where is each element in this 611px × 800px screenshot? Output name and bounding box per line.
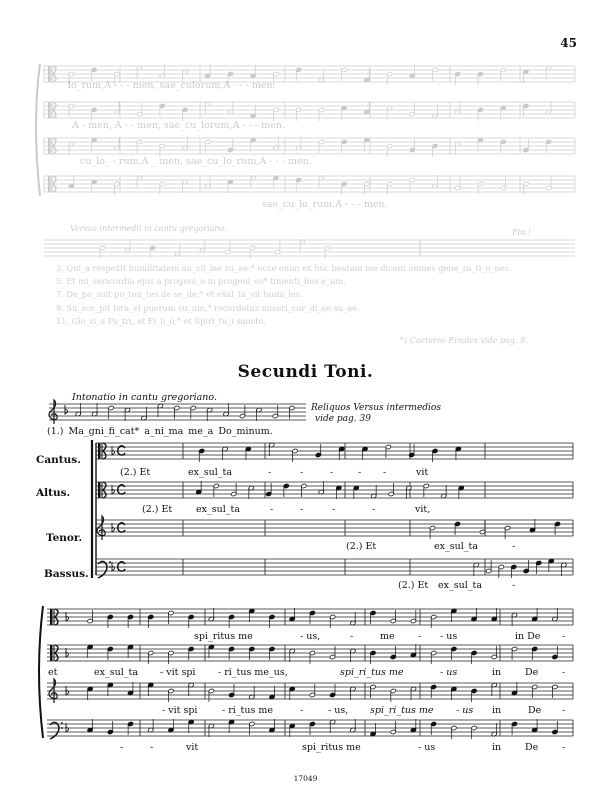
tone-title: Secundi Toni. [237,362,374,382]
lyric-syllable: - [300,705,304,716]
f-clef-icon [61,722,63,724]
lyric-syllable: - [418,631,422,642]
c-clef-icon [50,609,53,625]
footnote: *) Caeteros Finales vide pag. 8. [400,336,528,345]
c-clef-icon [48,66,51,82]
f-clef-icon [98,561,107,578]
system-2 [39,606,573,739]
lyric-syllable: - [562,705,566,716]
intermediate-verses-note-line-2: vide pag. 39 [315,414,371,424]
f-clef-icon [109,566,111,568]
lyric-syllable: - us, [300,631,321,642]
f-clef-icon [109,561,111,563]
lyric-syllable: - [330,467,334,478]
plate-number: 17049 [293,774,318,783]
voice-label-bassus: Bassus. [44,568,89,580]
lyric-syllable: - [512,580,516,591]
lyric-syllable: - [300,467,304,478]
lyric-syllable: ex_sul_ta [434,541,478,552]
faded-lyric-line-3: cu_lo_ - rum,A _ men, sae_cu_lo_rum,A - - - men. [80,156,312,167]
lyric-syllable: in [492,742,502,753]
lyric-syllable: - [383,467,387,478]
chant-header: Versus intermedii in cantu gregoriano. [70,224,227,233]
faded-lyric-line-1: lo_rum,A - - - men, sae_culorum,A - - - men. [68,80,276,91]
voice-label-tenor: Tenor. [46,532,83,544]
lyric-syllable: - [512,541,516,552]
lyric-syllable: - us [456,705,474,716]
lyric-syllable: - ri_tus me [222,705,274,716]
lyric-syllable: (2.) Et [346,541,377,552]
fine-mark: Fin.! [512,228,532,237]
lyric-syllable: - us [418,742,436,753]
c-clef-icon [48,102,51,118]
lyric-syllable: (2.) Et [142,504,173,515]
lyric-syllable: spi_ri_tus me [370,705,434,716]
c-clef-icon [48,138,51,154]
intonation-staff [49,400,306,424]
lyric-syllable: - [268,467,272,478]
lyric-syllable: spi_ritus me [302,742,361,753]
lyric-syllable: - [300,504,304,515]
lyric-syllable: - [150,742,154,753]
lyric-syllable: - [332,504,336,515]
lyric-syllable: - [350,631,354,642]
lyric-syllable: - [562,742,566,753]
system-1 [92,440,573,578]
lyric-syllable: ex_sul_ta [196,504,240,515]
lyric-syllable: in De [515,631,541,642]
c-clef-icon [48,176,51,192]
faded-lyric-line-2: A - men, A - - men, sae_cu_lorum,A - - - men. [72,120,285,131]
verse-line: 11. Glo_ri_a Pa_tri, et Fi_li_o,* et Spiri_tu_i sancto. [56,315,267,326]
c-clef-icon [98,443,101,459]
lyric-syllable: - [358,467,362,478]
lyric-syllable: vit, [415,504,431,515]
verse-line: 3. Qui_a respexit humilitatem an_cil_lae su_ae:* ecce enim ex hoc beatam me dicent omnes gene_ra_ti_o_nes. [56,263,512,273]
c-clef-icon [50,645,53,661]
f-clef-icon [61,727,63,729]
lyric-syllable: - [270,504,274,515]
lyric-syllable: De [525,667,539,678]
verse-line: 7. De_po_suit po_ten_tes de se_de,* et exal_ta_vit humi_les. [56,289,303,300]
intonation-lyrics: (1.) Ma_gni_fi_cat* a_ni_ma me_a Do_minum. [47,426,273,437]
lyric-syllable: (2.) Et [398,580,429,591]
lyric-syllable: - [120,742,124,753]
lyric-syllable: - [372,504,376,515]
lyric-syllable: spi_ri_tus me [340,667,404,678]
lyric-syllable: De [528,705,542,716]
intermediate-verses-note-line-1: Reliquos Versus intermedios [311,403,441,413]
lyric-syllable: vit [186,742,199,753]
faded-notation [36,64,575,259]
c-clef-icon [98,482,101,498]
lyric-syllable: ex_sul_ta [438,580,482,591]
lyric-syllable: spi_ritus me [194,631,253,642]
system-brace [36,64,40,196]
system-brace [39,606,43,738]
f-clef-icon [50,722,59,739]
lyric-syllable: - us [440,667,458,678]
lyric-syllable: - vit spi [160,667,196,678]
lyric-syllable: De [525,742,539,753]
lyric-syllable: (2.) Et [120,467,151,478]
lyric-syllable: ex_sul_ta [94,667,138,678]
verse-line: 9. Su_sce_pit Isra_el puerum su_um,* recordatus miseri_cor_di_ae su_ae. [56,302,360,313]
verse-line: 5. Et mi_sericordia ejus a progeni_e in progeni_es* timenti_bus e_um. [56,276,346,287]
lyric-syllable: in [492,705,502,716]
faded-lyric-line-4: sae_cu_lo_rum,A - - - men. [262,199,388,210]
lyric-syllable: - us, [328,705,349,716]
lyric-syllable: - [562,631,566,642]
lyric-syllable: in [492,667,502,678]
lyric-syllable: - us [440,631,458,642]
lyric-syllable: ex_sul_ta [188,467,232,478]
intonation-label: Intonatio in cantu gregoriano. [72,392,218,403]
lyric-syllable: - ri_tus me_us, [218,667,288,678]
lyric-syllable: - vit spi [162,705,198,716]
lyric-syllable: et [48,667,58,678]
flat-icon [65,405,68,414]
page-number: 45 [560,36,577,50]
lyric-syllable: vit [416,467,429,478]
voice-label-altus: Altus. [36,487,71,499]
lyric-syllable: - [562,667,566,678]
voice-label-cantus: Cantus. [36,454,81,466]
lyric-syllable: me [380,631,395,642]
